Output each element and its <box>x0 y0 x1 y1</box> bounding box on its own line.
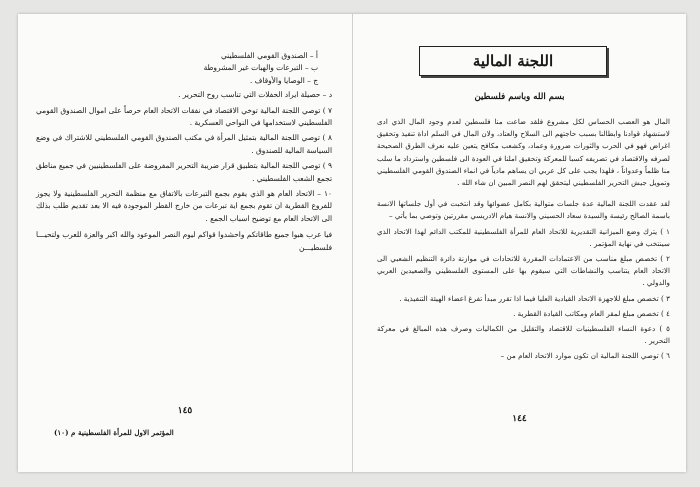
resource-item: ب – التبرعات والهبات غير المشروطة <box>203 63 318 73</box>
right-page-body <box>377 116 670 366</box>
page-number: ١٤٤ <box>512 414 527 424</box>
left-page <box>18 14 352 472</box>
paragraph: ١٠ – الاتحاد العام هو الذي يقوم بجمع التبرعات بالاتفاق مع منظمة التحرير الفلسطينية ولا يجوز للفروع القطرية ان تقوم بجمع اية تبرعات من خارج القطر الموجودة فيه الا بعد تقديم طلب بذلك الى الاتحاد العام مع توضيح اسباب الجمع . <box>36 189 332 223</box>
recommendation-item: ٢ ) تخصص مبلغ مناسب من الاعتمادات المقررة للاتحادات في موازنة دائرة التنظيم الشعبي الى الاتحاد العام يتناسب والنشاطات التي سيقوم بها على المستوى الفلسطيني والصعيدين العربي والدولي . <box>377 254 670 288</box>
basmala: بسم الله وباسم فلسطين <box>474 92 565 102</box>
resources-list <box>36 50 332 87</box>
section-title-box <box>419 46 607 76</box>
intro-paragraph: لقد عقدت اللجنة المالية عدة جلسات متوالية بكامل عضوائها وقد انتخبت في أول جلساتها الانسة باسمة الصالح رئيسة والسيدة سعاد الحسيني والانسة هيام الادريسي مقررتين وتوصي بما يأتي – <box>377 199 670 221</box>
intro-paragraph: المال هو العصب الحساس لكل مشروع فلقد ضاعت منا فلسطين لعدم وجود المال الذي ادى لاستشهاد قوادنا وابطالنا بسبب حاجتهم الى السلاح والعتاد، ولان المال في السلم اداة تنفيذ وتحقيق اغراض فهو في الحرب والثورات ضرورة وعماد، وكشعب مكافح يتعين عليه نعرف الطرق الصحيحة لصرفه والاقتصاد في تصريفه كسبا للمعركة وتحقيق املنا في العودة الى فلسطين واسترداد ما سلب منا ظلماً وعدواناً ، فلهذا يجب على كل عربي ان يساهم مادياً في انماء الصندوق القومي الفلسطيني وتمويل جيش التحرير الفلسطيني ليتحقق لهم النصر المبين ان شاء الله . <box>377 117 670 188</box>
right-page <box>353 14 686 472</box>
resource-item: ج – الوصايا والأوقاف . <box>249 75 318 85</box>
paragraph: د – حصيلة ايراد الحفلات التي تناسب روح التحرير . <box>178 90 332 100</box>
resource-item: أ – الصندوق القومي الفلسطيني <box>220 51 318 60</box>
recommendation-item: ٤ ) تخصص مبلغ لمقر العام ومكاتب القيادة القطرية . <box>513 308 670 318</box>
paragraph: ٩ ) توصي اللجنة المالية بتطبيق قرار ضريبة التحرير المفروضة على الفلسطينيين في جميع مناطق تجمع الشعب الفلسطيني . <box>36 161 332 183</box>
recommendation-item: ٦ ) توصي اللجنة المالية ان تكون موارد الاتحاد العام من – <box>500 351 670 361</box>
paragraph: ٨ ) توصي اللجنة المالية بتمثيل المرأة في مكتب الصندوق القومي الفلسطيني للاشتراك في وضع السياسة المالية للصندوق . <box>36 133 332 155</box>
book-spread <box>18 14 686 472</box>
recommendation-item: ٣ ) تخصص مبلغ للاجهزة الاتحاد القيادية العليا فيما اذا تقرر مبدأ تفرغ اعضاء الهيئة التنفيذية . <box>399 293 670 303</box>
left-page-body <box>36 50 332 257</box>
recommendation-item: ١ ) يترك وضع الميزانية التقديرية للاتحاد العام للمرأة الفلسطينية للمكتب الدائم لهذا الاتحاد الذي سينتخب في نهاية المؤتمر . <box>377 226 670 248</box>
recommendation-item: ٥ ) دعوة النساء الفلسطينيات للاقتصاد والتقليل من الكماليات وصرف هذه المبالغ في معركة التحرير . <box>377 324 670 346</box>
page-footer: المؤتمر الاول للمرأة الفلسطينية م (١٠) <box>54 428 174 437</box>
section-title: اللجنة المالية <box>472 52 554 70</box>
page-number: ١٤٥ <box>177 406 193 416</box>
closing-paragraph: فيا عرب هبوا جميع طاقاتكم واحشدوا قواكم ليوم النصر الموعود والله اكبر والعزة للعرب ولتحيـــا فلسطيـــن <box>36 230 332 252</box>
paragraph: ٧ ) توصي اللجنة المالية توخي الاقتصاد في نفقات الاتحاد العام حرصاً على اموال الصندوق القومي الفلسطيني لاستخدامها في النواحي العسكرية . <box>36 105 332 128</box>
